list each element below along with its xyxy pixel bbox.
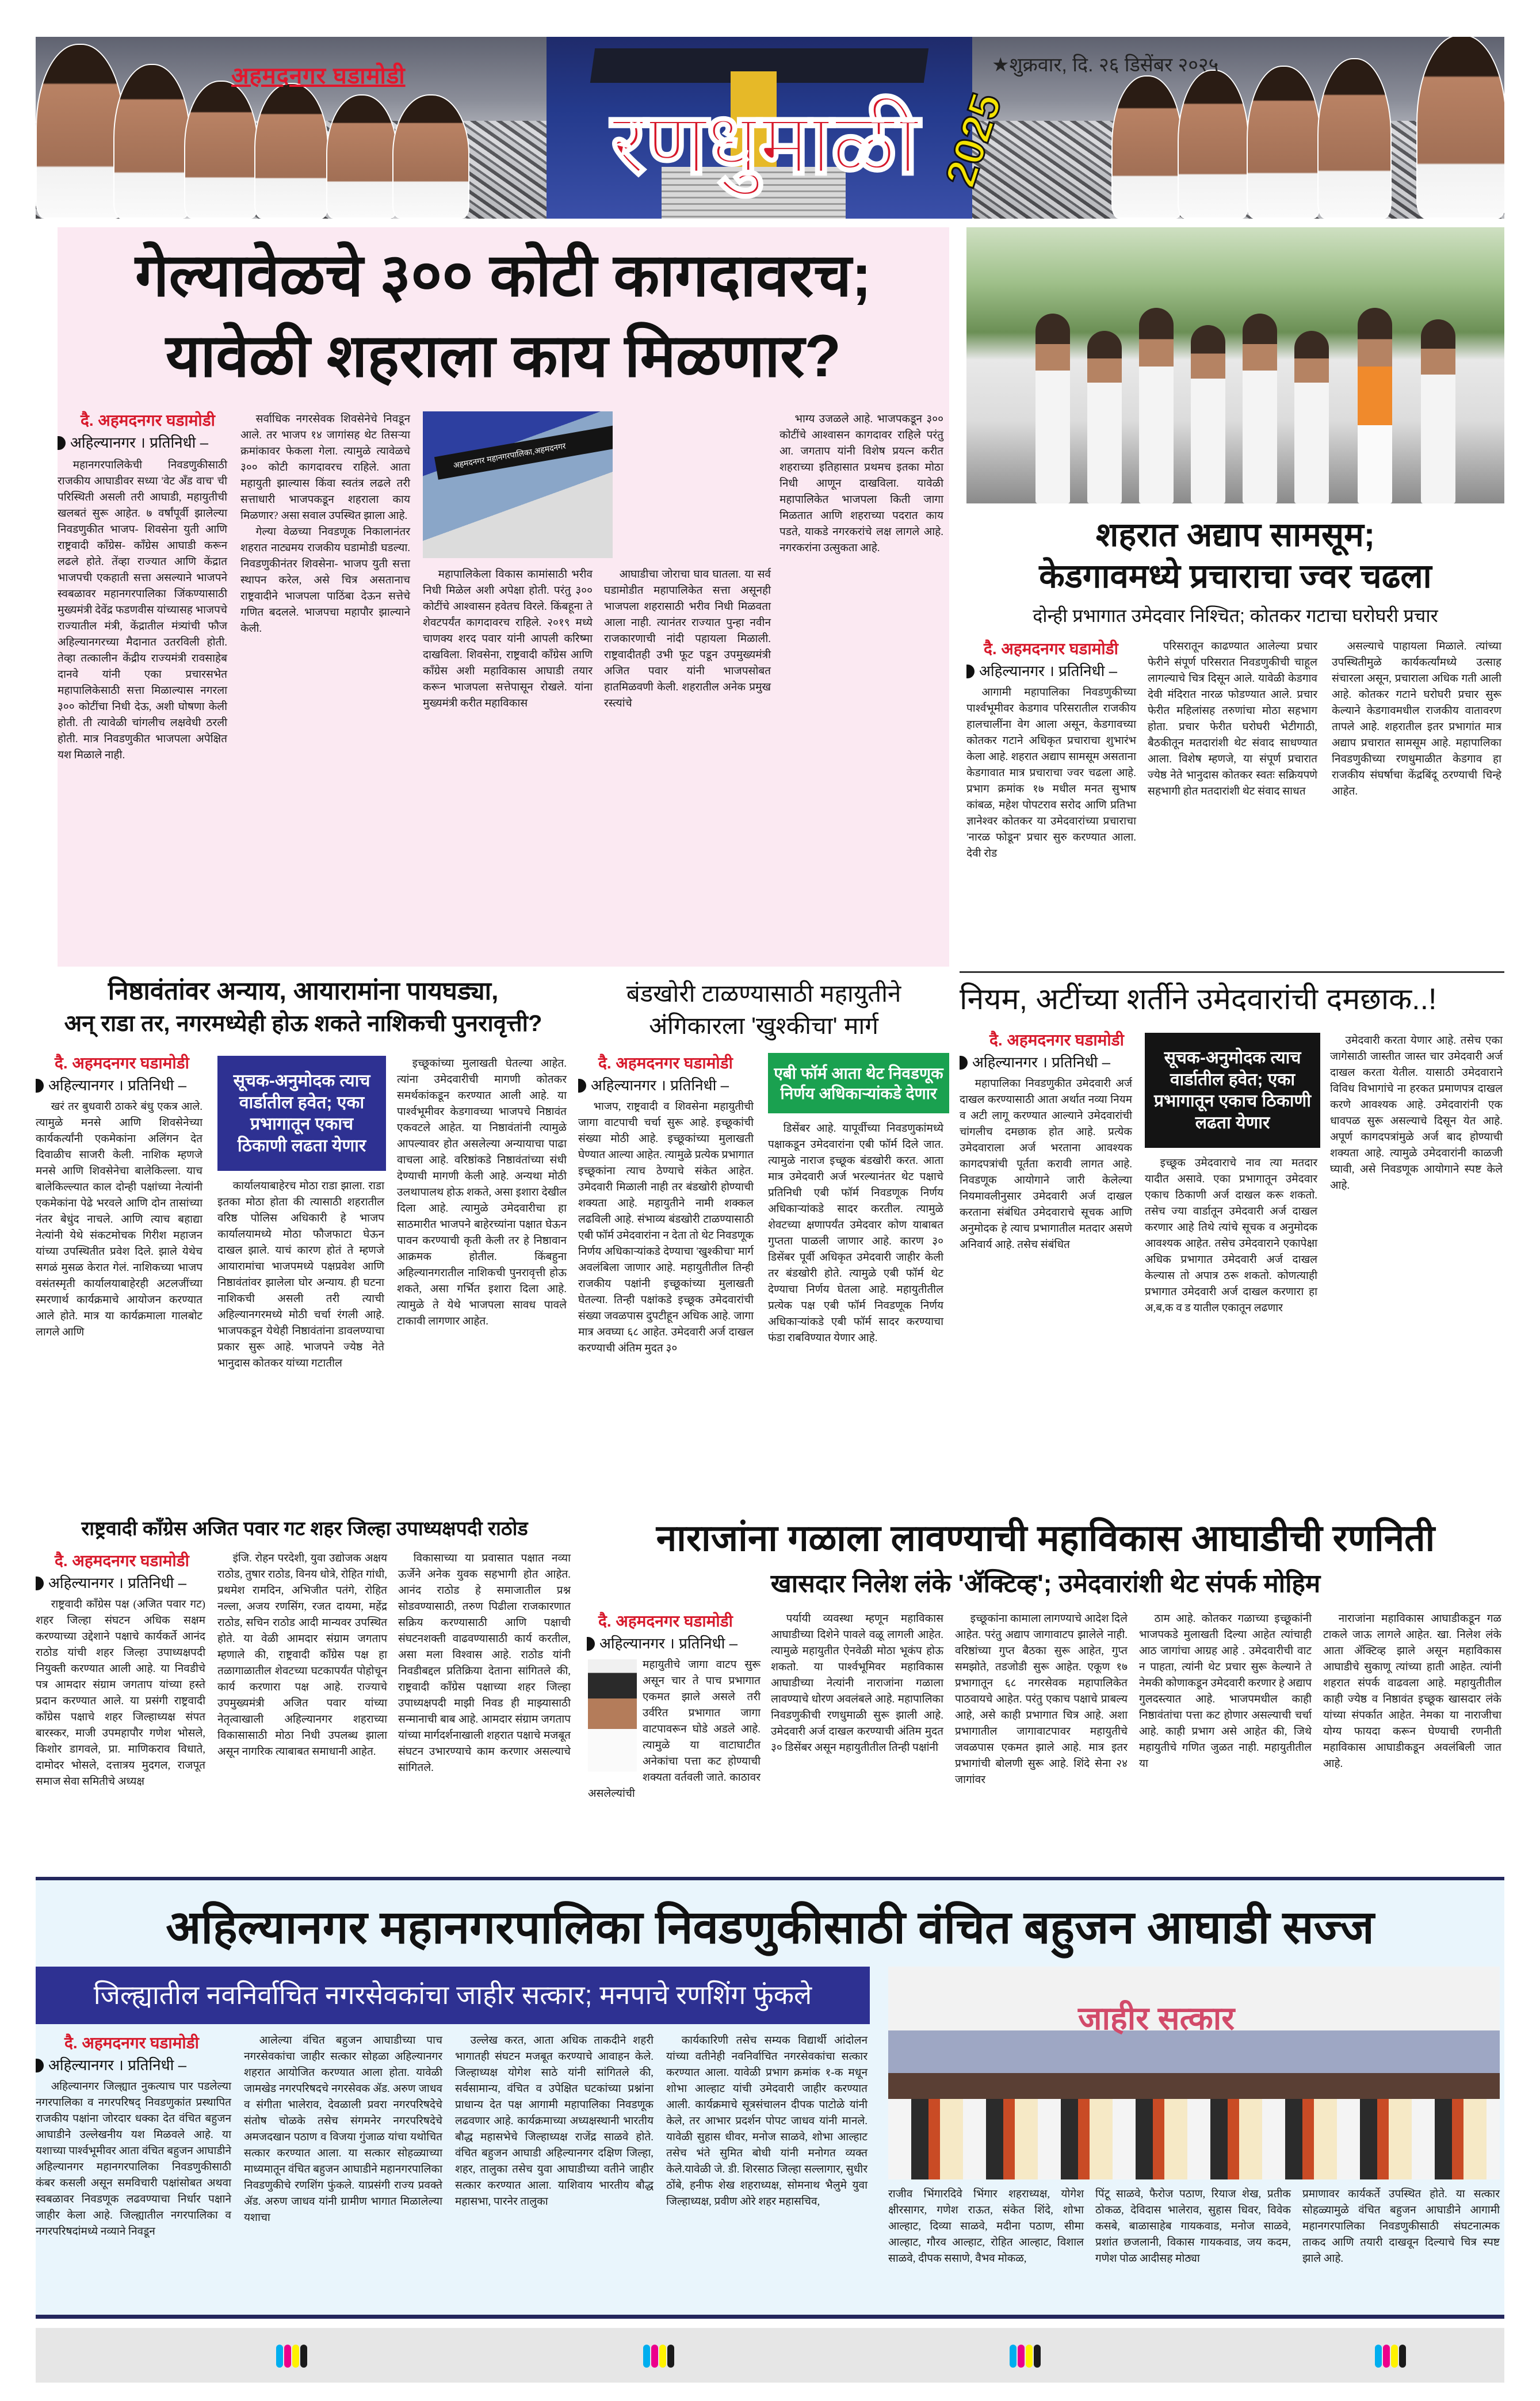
byline: दै. अहमदनगर घडामोडी [598,1054,733,1072]
narajana-subheadline: खासदार निलेश लंके 'ॲक्टिव्ह'; उमेदवारांशी थेट संपर्क मोहिम [770,1570,1321,1598]
rally-participant [1035,314,1070,503]
article-column [36,2079,231,2240]
cyan-mark [643,2345,650,2368]
print-margin-strip [36,2328,1504,2383]
campaign-rally-photo [966,227,1504,503]
article-column [1323,1611,1501,1772]
article-text: महापालिका निवडणुकीत उमेदवारी अर्ज दाखल करण्यासाठी आता अर्थात नव्या नियम व अटी लागू करण्यात आल्याने उमेदवारांची चांगलीच दमछाक होत आहे. प्रत्येक उमेदवाराला अर्ज भरताना आवश्यक कागदपत्रांची पूर्तता करावी लागत आहे. निवडणूक आयोगाने जारी केलेल्या नियमावलीनुसार उमेदवारी अर्ज दाखल करताना संबंधित उमेदवाराचे सूचक आणि अनुमोदक हे त्याच प्रभागातील मतदार असणे अनिवार्य आहे. तसेच संबंधित [960,1078,1132,1251]
politician-photo [326,94,398,219]
highlight-box-green [768,1053,949,1113]
article-text: पिंटू साळवे, फैरोज पठाण, रियाज शेख, प्रतीक ठोकळ, देविदास भालेराव, सुहास धिवर, विवेक कसबे, बाळासाहेब गायकवाड, मनोज साळवे, प्रशांत छजलानी, विकास गायकवाड, जय कदम, गणेश पोळ आदीसह मोठ्या [1095,2188,1291,2265]
masthead-banner [36,37,1504,219]
yellow-mark [1026,2345,1033,2368]
vba-subheadline-band [36,1967,870,2024]
article-text: इच्छूकांना कामाला लागण्याचे आदेश दिले आहेत. परंतु अद्याप जागावाटप झालेले नाही. वरिष्ठांच्या गुप्त बैठका सुरू आहेत, गुप्त समझोते, तडजोडी सुरू आहेत. एकूण १७ प्रभागातून ६८ नगरसेवक महापालिकेत पाठवायचे आहेत. परंतु एकाच पक्षाचे प्राबल्य आहे, असे काही प्रभागात चित्र आहे. अशा प्रभागातील जागावाटपावर महायुतीचे जवळपास एकमत झाले आहे. मात्र इतर प्रभागांची बोलणी सुरू आहे. शिंदे सेना २४ जागांवर [955,1613,1128,1786]
article-column [36,1597,205,1790]
article-text: गेल्या वेळच्या निवडणूक निकालानंतर शहरात नाट्यमय राजकीय घडामोडी घडल्या. निवडणुकीनंतर शिवसेना- भाजप युती सत्ता स्थापन करेल, असे चित्र असतानाच राष्ट्रवादीने भाजपला पाठिंबा देऊन सत्तेचे गणित बदलले. भाजपचा महापौर झाल्याने केली. [240,526,410,635]
highlight-box-black [1145,1033,1320,1148]
highlight-box-text: एबी फॉर्म आता थेट निवडणूक निर्णय अधिकाऱ्यांकडे देणार [774,1064,943,1102]
dateline: अहिल्यानगर । प्रतिनिधी – [960,1052,1110,1072]
black-mark [1034,2345,1041,2368]
byline: दै. अहमदनगर घडामोडी [55,1054,189,1072]
article-text: महायुतीचे जागा वाटप सुरू असून चार ते पाच प्रभागात एकमत झाले असले तरी उर्वरित प्रभागात जागा वाटपावरून घोडे अडले आहे. त्यामुळे या वाटाघाटीत अनेकांचा पत्ता कट होण्याची शक्यता वर्तवली जाते. काठावर असलेल्यांची [588,1659,761,1800]
politician-photo [113,64,190,219]
building-sign: अहमदनगर महानगरपालिका,अहमदनगर [434,412,613,480]
rally-participant [1358,308,1392,503]
article-column [1302,2186,1500,2267]
black-mark [300,2345,307,2368]
article-text: इंजि. रोहन परदेशी, युवा उद्योजक अक्षय राठोड, तुषार राठोड, विनय धोत्रे, रोहित गांधी, प्रथमेश रामदिन, अभिजीत पतंगे, रोहित नल्ला, अजय रणसिंग, रजत दायमा, महेंद्र राठोड, सचिन राठोड आदी मान्यवर उपस्थित होते. या वेळी आमदार संग्राम जगताप म्हणाले की, राष्ट्रवादी काँग्रेस पक्ष हा तळागाळातील शेवटच्या घटकापर्यंत पोहोचून कार्य करणारा पक्ष आहे. राज्याचे उपमुख्यमंत्री अजित पवार यांच्या नेतृत्वाखाली अहिल्यानगर शहराच्या विकासासाठी मोठा निधी उपलब्ध झाला असून नागरिक त्याबाबत समाधानी आहेत. [217,1552,387,1758]
kedgaon-subheadline: दोन्ही प्रभागात उमेदवार निश्चित; कोतकर गटाचा घरोघरी प्रचार [1033,605,1438,626]
article-column [455,2033,654,2210]
nilesh-lanke-photo [588,1659,637,1772]
article-column [244,2033,442,2226]
article-text: उल्लेख करत, आता अधिक ताकदीने शहरी भागातही संघटन मजबूत करण्याचे आवाहन केले. जिल्हाध्यक्ष योगेश साठे यांनी सांगितले की, सर्वसामान्य, वंचित व उपेक्षित घटकांच्या प्रश्नांना प्राधान्य देत पक्ष आगामी महापालिका निवडणूक लढवणार आहे. कार्यक्रमाच्या अध्यक्षस्थानी भारतीय बौद्ध महासभेचे जिल्हाध्यक्ष राजेंद्र साळवे होते. वंचित बहुजन आघाडी अहिल्यानगर दक्षिण जिल्हा, शहर, तालुका तसेच युवा आघाडीच्या वतीने जाहीर सत्कार करण्यात आला. याशिवाय भारतीय बौद्ध महासभा, पारनेर तालुका [455,2034,654,2208]
article-text: परिसरातून काढण्यात आलेल्या प्रचार फेरीने संपूर्ण परिसरात निवडणुकीची चाहूल लागल्याचे चित्र दिसून आले. यावेळी केडगाव देवी मंदिरात नारळ फोडण्यात आले. प्रचार फेरीत महिलांसह तरुणांचा मोठा सहभाग होता. प्रचार फेरीत घरोघरी भेटीगाठी, बैठकीतून मतदारांशी थेट संवाद साधण्यात आला. विशेष म्हणजे, या संपूर्ण प्रचारात ज्येष्ठ नेते भानुदास कोतकर स्वतः सक्रियपणे सहभागी होत मतदारांशी थेट संवाद साधत [1148,640,1317,797]
page-bottom-rule [36,2315,1504,2319]
article-text: भाजप, राष्ट्रवादी व शिवसेना महायुतीची जागा वाटपाची चर्चा सुरू आहे. इच्छूकांची संख्या मोठी आहे. इच्छूकांच्या मुलाखती घेण्यात आल्या आहेत. त्यामुळे प्रत्येक प्रभागात इच्छूकांना त्याच ठेण्याचे संकेत आहेत. उमेदवारी मिळाली नाही तर बंडखोरी होण्याची शक्यता आहे. महायुतीने नामी शक्कल लढविली आहे. संभाव्य बंडखोरी टाळण्यासाठी एबी फॉर्म उमेदवारांना न देता तो थेट निवडणूक निर्णय अधिकाऱ्यांकडे देण्याचा 'खुश्कीचा' मार्ग अवलंबिला जाणार आहे. महायुतीतील तिन्ही राजकीय पक्षांनी इच्छूकांच्या मुलाखती घेतल्या. तिन्ही पक्षांकडे इच्छूक उमेदवारांची संख्या जवळपास दुपटीहून अधिक आहे. जागा मात्र अवघ्या ६८ आहेत. उमेदवारी अर्ज दाखल करण्याची अंतिम मुदत ३० [578,1101,754,1354]
article-column [768,1121,943,1346]
article-column [398,1551,571,1776]
article-column [779,411,943,556]
dateline: अहिल्यानगर । प्रतिनिधी – [58,432,208,453]
magenta-mark [651,2345,658,2368]
article-column [240,411,410,637]
article-text: ठाम आहे. कोतकर गळाच्या इच्छूकांनी भाजपकडे मुलाखती दिल्या आहेत त्यांचाही आठ जागांचा आग्रह आहे . उमेदवारीची वाट न पाहता, त्यांनी थेट प्रचार सुरू केल्याने ते नेमकी कोणाकडून उमेदवारी करणार हे अद्याप गुलदस्त्यात आहे. भाजपमधील काही निष्ठावंतांचा पत्ता कट होणार असल्याची चर्चा आहे. काही प्रभाग असे आहेत की, जिथे महायुतीचे गणित जुळत नाही. महायुतीतील या [1139,1613,1312,1770]
article-column [578,1099,754,1357]
article-text: खरं तर बुधवारी ठाकरे बंधु एकत्र आले. त्यामुळे मनसे आणि शिवसेनेच्या कार्यकर्त्यांनी एकमेकांना अलिंगन देत दिवाळीच साजरी केली. नाशिक म्हणजे मनसे आणि शिवसेनेचा बालेकिल्ला. याच बालेकिल्ल्यात काल दोन्ही पक्षांच्या नेत्यांनी एकमेकांना पेढे भरवले आणि दोन तासांच्या नंतर बेधुंद नाचले. आणि त्याच बहाद्या नेत्यांनी येथे संकटमोचक गिरीश महाजन यांच्या उपस्थितीत प्रवेश दिले. झाले येथेच सगळं मुसळ केरात गेलं. नाशिकच्या भाजप वसंतस्मृती कार्यालयाबाहेरही अटलजींच्या स्मरणार्थ कार्यक्रमाचे आयोजन करण्यात आले होते. मात्र या कार्यक्रमाला गालबोट लागले आणि [36,1101,202,1338]
yellow-mark [659,2345,666,2368]
article-text: आगामी महापालिका निवडणुकीच्या पार्श्वभूमीवर केडगाव परिसरातील राजकीय हालचालींना वेग आला असून, केडगावच्या कोतकर गटाने अधिकृत प्रचाराचा शुभारंभ केला आहे. शहरात अद्याप सामसूम असताना केडगावात मात्र प्रचाराचा ज्वर चढला आहे. प्रभाग क्रमांक १७ मधील मनत सुभाष कांबळ, महेश पोपटराव सरोद आणि प्रतिभा ज्ञानेश्वर कोतकर या उमेदवारांच्या प्रचाराचा 'नारळ फोडून' प्रचार सुरु करण्यात आला. देवी रोड [966,686,1136,860]
registration-mark [643,2345,679,2368]
byline: दै. अहमदनगर घडामोडी [81,411,215,429]
article-text: आघाडीचा जोराचा घाव घातला. या सर्व घडामोडीत महापालिकेत सत्ता असूनही भाजपला शहरासाठी भरीव निधी मिळवता आला नाही. त्यानंतर राज्यात पुन्हा नवीन राजकारणाची नांदी पहायला मिळाली. राष्ट्रवादीतही उभी फूट पडून उपमुख्यमंत्री अजित पवार यांनी भाजपसोबत हातमिळवणी केली. शहरातील अनेक प्रमुख रस्त्यांचे [604,568,771,709]
article-text: कार्यालयाबाहेरच मोठा राडा झाला. राडा इतका मोठा होता की त्यासाठी शहरातील वरिष्ठ पोलिस अधिकारी हे भाजप कार्यालयामध्ये मोठा फौजफाटा घेऊन दाखल झाले. याचं कारण होतं ते म्हणजे आयारामांचा भाजपमध्ये पक्षप्रवेश आणि निष्ठावंतांवर झालेला घोर अन्याय. ही घटना नाशिकची असली तरी त्याची अहिल्यानगरमध्ये मोठी चर्चा रंगली आहे. भाजपकडून येथेही निष्ठावंतांना डावलण्याचा प्रकार सुरू आहे. भाजपने ज्येष्ठ नेते भानुदास कोतकर यांच्या गटातील [217,1180,384,1369]
nishthavant-headline-line-2: अन् राडा तर, नगरमध्येही होऊ शकते नाशिकची पुनरावृत्ती? [64,1011,542,1036]
article-column [966,685,1136,862]
registration-mark [276,2345,312,2368]
article-text: भाग्य उजळले आहे. भाजपकडून ३०० कोटींचे आश्वासन कागदावर राहिले परंतु आ. जगताप यांनी विशेष प्रयत्न करीत शहराच्या इतिहासात प्रथमच इतका मोठा निधी आणून दाखविला. यावेळी महापालिकेत भाजपला किती जागा मिळतात आणि शहराच्या पदरात काय पडते, याकडे नगरकरांचे लक्ष लागले आहे. नगरकरांना उत्सुकता आहे. [779,413,943,554]
narajana-headline: नाराजांना गळाला लावण्याची महाविकास आघाडीची रणनिती [656,1517,1435,1559]
cyan-mark [1010,2345,1017,2368]
politician-photo [1317,58,1392,219]
felicitation-event-photo [888,1967,1500,2179]
article-text: असल्याचे पाहायला मिळाले. त्यांच्या उपस्थितीमुळे कार्यकर्त्यांमध्ये उत्साह संचारला असून, प्रचाराला अधिक गती आली आहे. कोतकर गटाने घरोघरी प्रचार सुरू केल्याने केडगावमधील राजकीय वातावरण तापले आहे. शहरातील इतर प्रभागांत मात्र अद्याप प्रचारात सामसूम आहे. महापालिका निवडणुकीच्या रणधुमाळीत केडगाव हा राजकीय संघर्षाचा केंद्रबिंदू ठरण्याची चिन्हे आहेत. [1332,640,1501,797]
article-column [217,1551,387,1760]
article-column [58,457,227,764]
event-crowd [888,2099,1500,2179]
yellow-mark [292,2345,299,2368]
black-mark [667,2345,674,2368]
magenta-mark [1383,2345,1390,2368]
article-text: आलेल्या वंचित बहुजन आघाडीच्या पाच नगरसेवकांचा जाहीर सत्कार सोहळा अहिल्यानगर शहरात आयोजित करण्यात आला होता. यावेळी जामखेड नगरपरिषदचे नगरसेवक ॲड. अरुण जाधव व संगीता भालेराव, देवळाली प्रवरा नगरपरिषदेचे संतोष चोळके तसेच संगमनेर नगरपरिषदेचे अमजदखान पठाण व विजया गुंजाळ यांचा यथोचित सत्कार करण्यात आला. या सत्कार सोहळ्याच्या माध्यमातून वंचित बहुजन आघाडीने महानगरपालिका निवडणुकीचे रणशिंग फुंकले. याप्रसंगी राज्य प्रवक्ते ॲड. अरुण जाधव यांनी ग्रामीण भागात मिळालेल्या यशाचा [244,2034,442,2224]
article-text: विकासाच्या या प्रवासात पक्षात नव्या ऊर्जेने अनेक युवक सहभागी होत आहेत. आनंद राठोड हे समाजातील प्रश्न सोडवण्यासाठी, तरुण पिढीला राजकारणात सक्रिय करण्यासाठी आणि पक्षाची संघटनशक्ती वाढवण्यासाठी कार्य करतील, असा मला विश्वास आहे. राठोड यांनी निवडीबद्दल प्रतिक्रिया देताना सांगितले की, राष्ट्रवादी काँग्रेस पक्षाच्या शहर जिल्हा उपाध्यक्षपदी माझी निवड ही माझ्यासाठी सन्मानाची बाब आहे. आमदार संग्राम जगताप यांच्या मार्गदर्शनाखाली शहरात पक्षाचे मजबूत संघटन उभारण्याचे काम करणार असल्याचे सांगितले. [398,1552,571,1774]
rally-participant [1087,331,1122,503]
article-text: नाराजांना महाविकास आघाडीकडून गळ टाकले जाऊ लागले आहेत. खा. निलेश लंके आता ॲक्टिव्ह झाले असून महाविकास आघाडीचे सुकाणू त्यांच्या हाती आहेत. त्यांनी शहरात संपर्क वाढवला आहे. महायुतीतील काही ज्येष्ठ व निष्ठावंत इच्छूक खासदार लंके यांच्या संपर्कात आहेत. नेमका या नाराजीचा योग्य फायदा करून घेण्याची रणनीती महाविकास आघाडीकडून अवलंबिली जात आहे. [1323,1613,1501,1770]
byline: दै. अहमदनगर घडामोडी [984,640,1118,658]
article-column [888,2186,1084,2267]
politician-photo [1416,37,1504,219]
article-text: डिसेंबर आहे. यापूर्वीच्या निवडणुकांमध्ये पक्षाकडून उमेदवारांना एबी फॉर्म दिले जात. त्यामुळे नाराज इच्छूक बंडखोरी करत. आता मात्र उमेदवारी अर्ज भरल्यानंतर थेट पक्षाचे प्रतिनिधी एबी फॉर्म निवडणूक निर्णय अधिकाऱ्यांकडे सादर करतील. त्यामुळे शेवटच्या क्षणापर्यंत उमेदवार कोण याबाबत गुप्तता पाळली जाणार आहे. कारण ३० डिसेंबर पूर्वी अधिकृत उमेदवारी जाहीर केली तर बंडखोरी होते. त्यामुळे एबी फॉर्म थेट देण्याचा निर्णय घेतला आहे. महायुतीतील प्रत्येक पक्ष एबी फॉर्म निवडणूक निर्णय अधिकाऱ्यांकडे एबी फॉर्म सादर करण्याचा फंडा राबविण्यात येणार आहे. [768,1123,943,1344]
rathod-headline: राष्ट्रवादी काँग्रेस अजित पवार गट शहर जिल्हा उपाध्यक्षपदी राठोड [81,1518,528,1540]
cyan-mark [276,2345,283,2368]
article-text: पर्यायी व्यवस्था म्हणून महाविकास आघाडीच्या दिशेने पावले वळू लागली आहेत. त्यामुळे महायुतीत ऐनवेळी मोठा भूकंप होऊ शकतो. या पार्श्वभूमिवर महाविकास आघाडीच्या नेत्यांनी नाराजांना गळाला लावण्याचे धोरण अवलंबले आहे. महापालिका निवडणुकीची रणधुमाळी सुरू झाली आहे. उमेदवारी अर्ज दाखल करण्याची अंतिम मुदत ३० डिसेंबर असून महायुतीतील तिन्ही पक्षांनी [771,1613,943,1754]
rally-participant [1243,314,1277,503]
bandkhori-headline-line-1: बंडखोरी टाळण्यासाठी महायुतीने [626,980,901,1007]
kedgaon-headline-line-2: केडगावमध्ये प्रचाराचा ज्वर चढला [1039,558,1432,595]
highlight-box-text: सूचक-अनुमोदक त्याच वार्डातील हवेत; एका प्रभागातून एकाच ठिकाणी लढता येणार [233,1071,370,1155]
yellow-mark [1391,2345,1398,2368]
politician-photo [254,83,328,219]
article-column [36,1099,202,1341]
section-year: 2025 [935,87,1011,193]
politician-photo [392,94,469,219]
niyam-headline: नियम, अटींच्या शर्तीने उमेदवारांची दमछाक..! [960,983,1437,1016]
politician-photo [184,81,258,219]
article-text: इच्छूकांच्या मुलाखती घेतल्या आहेत. त्यांना उमेदवारीची मागणी कोतकर समर्थकांकडून करण्यात आली आहे. या पार्श्वभूमीवर केडगावच्या भाजपचे निष्ठावंत एकवटले आहेत. या निष्ठावंतांनी त्यामुळे आपल्यावर होत असलेल्या अन्यायाचा पाढा वाचला आहे. वरिष्ठांकडे निष्ठावंतांच्या संधी देण्याची मागणी केली आहे. अन्यथा मोठी उलथापालथ होऊ शकते, असा इशारा देखील दिला आहे. त्यामुळे उमेदवारीचा हा साठमारीत भाजपने बाहेरच्यांना पक्षात घेऊन पावन करण्याची कृती केली तर हे निष्ठावान आक्रमक होतील. किंबहुना अहिल्यानगरातील नाशिकची पुनरावृत्ती होऊ शकते, असा गर्भित इशारा दिला आहे. त्यामुळे ते येथे भाजपला सावध पावले टाकावी लागणार आहेत. [397,1058,567,1327]
article-text: राष्ट्रवादी काँग्रेस पक्ष (अजित पवार गट) शहर जिल्हा संघटन अधिक सक्षम करण्याच्या उद्देशाने पक्षाचे कार्यकर्ते आनंद राठोड यांची शहर जिल्हा उपाध्यक्षपदी नियुक्ती करण्यात आली आहे. या निवडीचे पत्र आमदार संग्राम जगताप यांच्या हस्ते प्रदान करण्यात आले. या प्रसंगी राष्ट्रवादी काँग्रेस पक्षाचे शहर जिल्हाध्यक्ष संपत बारस्कर, माजी उपमहापौर गणेश भोसले, किशोर डागवले, प्रा. माणिकराव विधाते, दामोदर भोसले, दत्तात्रय मुदगल, राजपूत समाज सेवा समितीचे अध्यक्ष [36,1598,205,1788]
article-text: सर्वाधिक नगरसेवक शिवसेनेचे निवडून आले. तर भाजप १४ जागांसह थेट तिसऱ्या क्रमांकावर फेकला गेला. त्यामुळे त्यावेळचे ३०० कोटी कागदावरच राहिले. आता महायुती झाल्यास किंवा स्वतंत्र लढले तरी सत्ताधारी भाजपकडून शहराला काय मिळणार? असा सवाल उपस्थित झाला आहे. [240,413,410,522]
registration-mark [1010,2345,1045,2368]
rally-participant [1191,325,1225,503]
municipal-corporation-photo [423,411,613,558]
byline: दै. अहमदनगर घडामोडी [989,1031,1124,1049]
event-banner-text: जाहीर सत्कार [1078,2000,1235,2036]
dateline: अहिल्यानगर । प्रतिनिधी – [966,661,1117,681]
registration-mark [1375,2345,1411,2368]
article-text: प्रमाणावर कार्यकर्ते उपस्थित होते. या सत्कार सोहळ्यामुळे वंचित बहुजन आघाडीने आगामी महानगरपालिका निवडणुकीसाठी संघटनात्मक ताकद आणि तयारी दाखवून दिल्याचे चित्र स्पष्ट झाले आहे. [1302,2188,1500,2265]
article-column [1095,2186,1291,2267]
magenta-mark [284,2345,291,2368]
article-column [771,1611,943,1756]
article-text: कार्यकारिणी तसेच सम्यक विद्यार्थी आंदोलन यांच्या वतीनेही नवनिर्वाचित नगरसेवकांचा सत्कार करण्यात आला. यावेळी प्रभाग क्रमांक १-क मधून शोभा आल्हाट यांची उमेदवारी जाहीर करण्यात आली. कार्यक्रमाचे सूत्रसंचालन दीपक पाटोळे यांनी केले, तर आभार प्रदर्शन पोपट जाधव यांनी मानले. यावेळी सुहास धीवर, मनोज साळवे, शोभा आल्हाट तसेच भंते सुमित बोधी यांनी मनोगत व्यक्त केले.यावेळी जे. डी. शिरसाठ जिल्हा सल्लागार, सुधीर ठोंबे, हनीफ शेख शहराध्यक्ष, सोमनाथ भैलुमे युवा जिल्हाध्यक्ष, प्रवीण ओरे शहर महासचिव, [666,2034,868,2208]
politician-photo [1111,75,1183,219]
article-text: इच्छूक उमेदवाराचे नाव त्या मतदार यादीत असावे. एका प्रभागातून उमेदवार एकाच ठिकाणी अर्ज दाखल करू शकतो. तसेच ज्या वार्डातून उमेदवारी अर्ज दाखल करणार आहे तिथे त्यांचे सूचक व अनुमोदक आवश्यक आहेत. तसेच उमेदवाराने एकापेक्षा अधिक प्रभागात उमेदवारी अर्ज दाखल केल्यास तो अपात्र ठरू शकतो. कोणत्याही प्रभागात उमेदवारी अर्ज दाखल करणारा हा अ,ब,क व ड यातील एकातून लढणार [1145,1157,1317,1314]
highlight-box-text: सूचक-अनुमोदक त्याच वार्डातील हवेत; एका प्रभागातून एकाच ठिकाणी लढता येणार [1154,1048,1311,1132]
article-text: अहिल्यानगर जिल्ह्यात नुकत्याच पार पडलेल्या नगरपालिका व नगरपरिषद् निवडणुकांत प्रस्थापित राजकीय पक्षांना जोरदार धक्का देत वंचित बहुजन आघाडीने उल्लेखनीय यश मिळवले आहे. या यशाच्या पार्श्वभूमीवर आता वंचित बहुजन आघाडीने अहिल्यानगर महानगरपालिका निवडणुकीसाठी कंबर कसली असून समविचारी पक्षांसोबत अथवा स्वबळावर निवडणूक लढवण्याचा निर्धार पक्षाने जाहीर केला आहे. जिल्ह्यातील नगरपालिका व नगरपरिषदांमध्ये नव्याने निवडून [36,2081,231,2238]
article-column [423,567,593,712]
article-column [666,2033,868,2210]
article-column [1139,1611,1312,1772]
section-title: रणधुमाळी [611,95,918,192]
article-text: महापालिकेला विकास कामांसाठी भरीव निधी मिळेल अशी अपेक्षा होती. परंतु ३०० कोटींचे आश्वासन हवेतच विरले. किंबहूना ते शेवटपर्यंत कागदावरच राहिले. २०१९ मध्ये चाणक्य शरद पवार यांनी आपली करिष्मा दाखविला. शिवसेना, राष्ट्रवादी काँग्रेस आणि काँग्रेस अशी महाविकास आघाडी तयार करून भाजपला सत्तेपासून रोखले. यांना मुख्यमंत्री करीत महाविकास [423,568,593,709]
byline: दै. अहमदनगर घडामोडी [598,1612,733,1630]
article-column [1145,1155,1317,1316]
highlight-box [217,1056,386,1171]
kedgaon-headline-line-1: शहरात अद्याप सामसूम; [1095,516,1375,554]
dateline: अहिल्यानगर । प्रतिनिधी – [36,1075,186,1095]
article-text: महानगरपालिकेची निवडणुकीसाठी राजकीय आघाडीवर सध्या 'वेट अँड वाच' ची परिस्थिती असली तरी आघाडी, महायुतीची खलबतं सुरू आहेत. ७ वर्षांपूर्वी झालेल्या निवडणुकीत भाजप- शिवसेना युती आणि राष्ट्रवादी काँग्रेस- काँग्रेस आघाडी करून लढले होते. तेंव्हा राज्यात आणि केंद्रात भाजपची एकहाती सत्ता असल्याने भाजपने स्वबळावर महानगरपालिका जिंकण्यासाठी मुख्यमंत्री देवेंद्र फडणवीस यांच्यासह भाजपचे राज्यातील मंत्री, केंद्रातील मंत्र्यांची फौज अहिल्यानगरच्या मैदानात उतरविली होती. तेव्हा तत्कालीन केंद्रीय राज्यमंत्री रावसाहेब दानवे यांनी एका प्रचारसभेत महापालिकेसाठी सत्ता मिळाल्यास नगरला ३०० कोटींचा निधी देऊ, अशी घोषणा केली होती. ती त्यावेळी चांगलीच लक्षवेधी ठरली होती. मात्र निवडणुकीत भाजपला अपेक्षित यश मिळाले नाही. [58,459,227,761]
dateline: अहिल्यानगर । प्रतिनिधी – [36,2055,186,2075]
article-column [955,1611,1128,1788]
nishthavant-headline-line-1: निष्ठावंतांवर अन्याय, आयारामांना पायघड्या, [108,977,499,1005]
story-main [58,227,949,967]
dateline: अहिल्यानगर । प्रतिनिधी – [587,1633,737,1654]
article-column [588,1657,761,1802]
rally-participant [1139,308,1174,503]
bandkhori-headline-line-2: अंगिकारला 'खुश्कीचा' मार्ग [649,1012,878,1039]
cyan-mark [1375,2345,1382,2368]
article-column [217,1178,384,1372]
dateline: अहिल्यानगर । प्रतिनिधी – [578,1075,729,1095]
black-mark [1399,2345,1406,2368]
headline-line-1: गेल्यावेळचे ३०० कोटी कागदावरच; [135,242,872,309]
edition-date: ★शुक्रवार, दि. २६ डिसेंबर २०२५ [992,54,1219,76]
politician-photo [1247,66,1321,219]
article-column [1332,639,1501,800]
politician-photo [1178,70,1249,219]
byline: दै. अहमदनगर घडामोडी [55,1552,189,1570]
vba-headline: अहिल्यानगर महानगरपालिका निवडणुकीसाठी वंचित बहुजन आघाडी सज्ज [166,1902,1374,1953]
rally-participant [1294,331,1329,503]
story-vba [36,1880,1504,2315]
divider [960,971,1504,973]
newspaper-name: अहमदनगर घडामोडी [231,63,406,89]
rally-participant [1421,319,1455,503]
byline: दै. अहमदनगर घडामोडी [64,2034,199,2052]
dateline: अहिल्यानगर । प्रतिनिधी – [36,1572,186,1593]
article-text: उमेदवारी करता येणार आहे. तसेच एका जागेसाठी जास्तीत जास्त चार उमेदवारी अर्ज दाखल करता येतील. यासाठी उमेदवाराने विविध विभागांचे ना हरकत प्रमाणपत्र दाखल करणे आवश्यक आहे. उमेदवारांनी एक धावपळ सुरू असल्याचे दिसून येत आहे. अपूर्ण कागदपत्रांमुळे अर्ज बाद होण्याची शक्यता आहे. त्यामुळे उमेदवारांनी काळजी घ्यावी, असे निवडणूक आयोगाने स्पष्ट केले आहे. [1330,1035,1503,1192]
article-column [604,567,771,712]
article-column [397,1056,567,1330]
vba-subheadline: जिल्ह्यातील नवनिर्वाचित नगरसेवकांचा जाहीर सत्कार; मनपाचे रणशिंग फुंकले [93,1980,812,2010]
headline-line-2: यावेळी शहराला काय मिळणार? [165,323,842,390]
article-column [960,1076,1132,1253]
article-text: राजीव भिंगारदिवे भिंगार शहराध्यक्ष, योगेश क्षीरसागर, गणेश राऊत, संकेत शिंदे, शोभा आल्हाट, दिव्या साळवे, मदीना पठाण, सीमा आल्हाट, गौरव आल्हाट, रोहित आल्हाट, विशाल साळवे, दीपक ससाणे, वैभव मोकळ, [888,2188,1084,2265]
politician-photo [36,44,124,219]
article-column [1148,639,1317,800]
magenta-mark [1018,2345,1025,2368]
article-column [1330,1033,1503,1194]
